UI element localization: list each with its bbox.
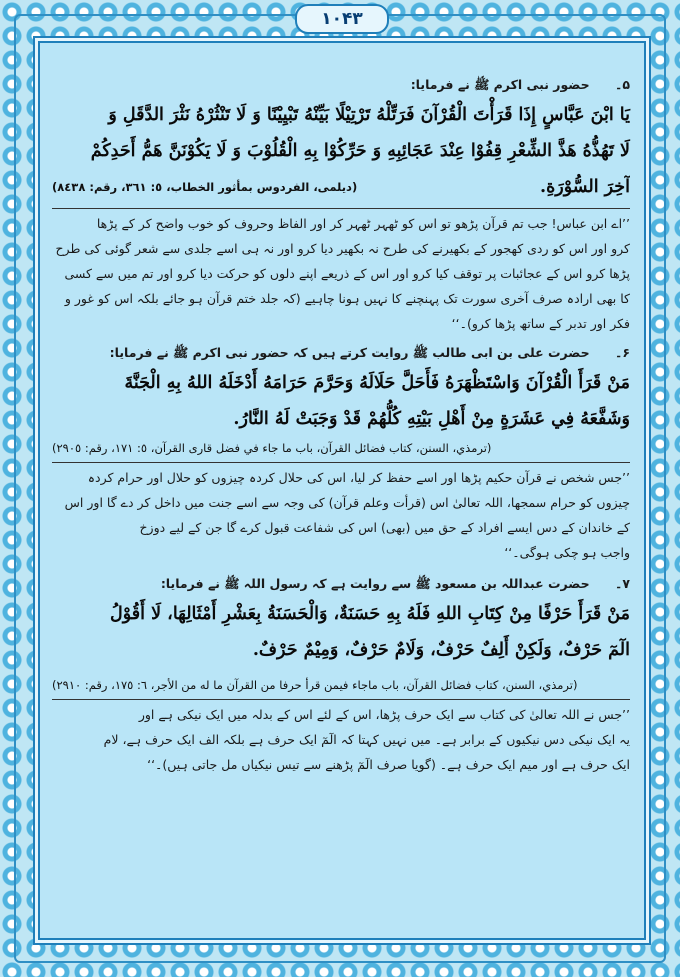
reference: (ديلمى، الفردوس بمأثور الخطاب، ٥: ٣٦١، رقم: ٨٤٣٨) xyxy=(52,180,358,194)
hadith-section-6 xyxy=(52,340,630,565)
hadith-intro: حضور نبی اکرم ﷺ نے فرمایا: xyxy=(410,77,590,92)
hadith-number: ۶۔ xyxy=(615,345,630,360)
translation-line: کرو اور اس کو ردی کھجور کے بکھیرنے کی طرح نہ بکھیر دیا کرو اور نہ ہی اسے جلدی سے شعر گوئی کی طرح xyxy=(55,241,630,256)
translation-line: ایک حرف ہے اور میم ایک حرف ہے۔ (گویا صرف الٓمٓ پڑھنے سے تیس نیکیاں مل جاتی ہیں)۔‘‘ xyxy=(147,757,630,772)
arabic-line: مَنْ قَرَأَ الْقُرْآنَ وَاسْتَظْهَرَهُ فَأَحَلَّ حَلَالَهُ وَحَرَّمَ حَرَامَهُ أَدْخَلَهُ اللهُ بِهِ الْجَنَّةَ xyxy=(124,373,630,393)
hadith-number: ۷۔ xyxy=(615,576,630,591)
translation-line: ’’اے ابن عباس! جب تم قرآن پڑھو تو اس کو ٹھہر ٹھہر کر اور الفاظ وحروف کو خوب واضح کر کے پڑھا xyxy=(96,216,630,231)
divider xyxy=(52,462,630,463)
arabic-line: الٓمٓ حَرْفٌ، وَلَكِنْ أَلِفٌ حَرْفٌ، وَلَامٌ حَرْفٌ، وَمِيْمٌ حَرْفٌ. xyxy=(252,640,630,660)
translation-line: کا بھی ارادہ صرف آخری سورت تک پہنچنے کا نہیں ہونا چاہیے (کہ جلد ختم قرآن ہو جائے بلکہ اس کو غور و xyxy=(64,291,630,306)
arabic-line: لَا تَهُذُّهُ هَذَّ الشِّعْرِ قِفُوْا عِنْدَ عَجَائِبِهِ وَ حَرِّكُوْا بِهِ الْقُلُوْبَ وَ لَا يَكُوْنَنَّ هَمُّ أَحَدِكُمْ xyxy=(90,141,630,161)
arabic-line: يَا ابْنَ عَبَّاسٍ إِذَا قَرَأْتَ الْقُرْآنَ فَرَتِّلْهُ تَرْتِيْلًا بَيِّنْهُ تَبْيِيْنًا وَ لَا تَنْثُرْهُ نَثْرَ الدَّقَلِ وَ xyxy=(108,105,630,125)
translation-line: واجب ہو چکی ہوگی۔‘‘ xyxy=(504,545,630,560)
reference: (ترمذي، السنن، كتاب فضائل القرآن، باب ما جاء في فضل قارى القرآن، ٥: ١٧١، رقم: ٢٩٠٥) xyxy=(52,441,492,455)
translation-line: ’’جس شخص نے قرآن حکیم پڑھا اور اسے حفظ کر لیا، اس کی حلال کردہ چیزوں کو حلال اور حرام کردہ xyxy=(87,470,630,485)
translation-line: فکر اور تدبر کے ساتھ پڑھا کرو)۔‘‘ xyxy=(451,316,630,331)
page-number: ۱۰۴۳ xyxy=(295,4,389,34)
arabic-line: آخِرَ السُّوْرَةِ. xyxy=(540,177,630,197)
reference: (ترمذي، السنن، كتاب فضائل القرآن، باب ماجاء فيمن قرأ حرفا من القرآن ما له من الأجر، ٦: ١٧٥، رقم: ٢٩١٠) xyxy=(52,678,578,692)
hadith-section-7 xyxy=(52,571,630,777)
arabic-line: وَشَفَّعَهُ فِي عَشَرَةٍ مِنْ أَهْلِ بَيْتِهِ كُلُّهُمْ قَدْ وَجَبَتْ لَهُ النَّارُ. xyxy=(233,409,630,429)
arabic-line: مَنْ قَرَأَ حَرْفًا مِنْ كِتَابِ اللهِ فَلَهُ بِهِ حَسَنَةٌ، وَالْحَسَنَةُ بِعَشْرِ أَمْثَالِهَا، لَا أَقُوْلُ xyxy=(110,604,630,624)
hadith-number: ۵۔ xyxy=(615,77,630,92)
translation-line: چیزوں کو حرام سمجھا، اللہ تعالیٰ اس (قرأت وعلم قرآن) کی وجہ سے اسے جنت میں داخل کر دے گا اور اس xyxy=(64,495,630,510)
hadith-intro: حضرت علی بن ابی طالب ﷺ روایت کرتے ہیں کہ حضور نبی اکرم ﷺ نے فرمایا: xyxy=(109,345,590,360)
translation-line: پڑھا کرو اس کے عجائبات پر توقف کیا کرو اور اس کے ذریعے اپنے دلوں کو حرکت دیا کرو اور تم میں سے کسی xyxy=(64,266,630,281)
divider xyxy=(52,699,630,700)
hadith-intro: حضرت عبداللہ بن مسعود ﷺ سے روایت ہے کہ رسول اللہ ﷺ نے فرمایا: xyxy=(160,576,590,591)
translation-line: یہ ایک نیکی دس نیکیوں کے برابر ہے۔ میں نہیں کہتا کہ الٓمٓ ایک حرف ہے بلکہ الف ایک حرف ہے، لام xyxy=(103,732,630,747)
divider xyxy=(52,208,630,209)
hadith-section-5 xyxy=(52,72,630,336)
page-content xyxy=(52,70,630,777)
translation-line: کے خاندان کے دس ایسے افراد کے حق میں (بھی) اس کی شفاعت قبول کرے گا جن کے لیے دوزخ xyxy=(139,520,630,535)
translation-line: ’’جس نے اللہ تعالیٰ کی کتاب سے ایک حرف پڑھا، اس کے لئے اس کے بدلہ میں ایک نیکی ہے اور xyxy=(138,707,630,722)
